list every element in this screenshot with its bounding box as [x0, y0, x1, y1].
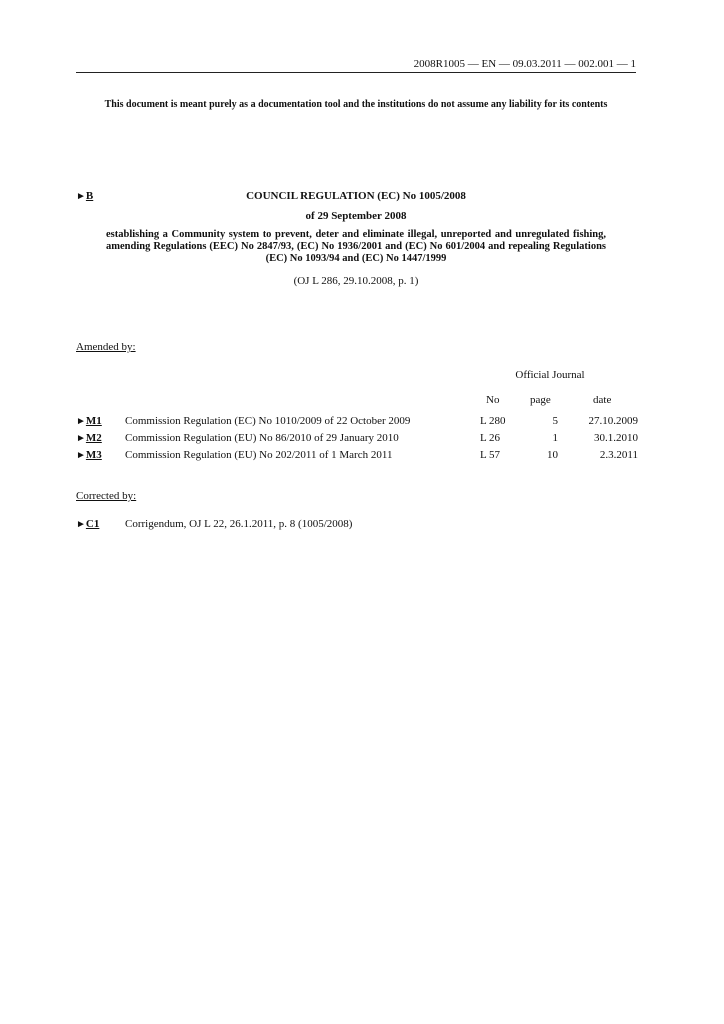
amendment-description: Commission Regulation (EU) No 202/2011 of 1 March 2011: [125, 449, 393, 461]
triangle-right-icon: ►: [76, 450, 86, 461]
triangle-right-icon: ►: [76, 519, 86, 530]
disclaimer-text: This document is meant purely as a documentation tool and the institutions do not assume any liability for its contents: [104, 99, 608, 110]
amendment-code: M2: [85, 432, 102, 444]
regulation-subtitle: establishing a Community system to prevent, deter and eliminate illegal, unreported and unregulated fishing, amending Regulations (EEC) No 2847/93, (EC) No 1936/2001 and (EC) No 601/2004 and repealing Regulations (EC) No 1093/94 and (EC) No 1447/1999: [106, 229, 606, 264]
amendment-code: M1: [85, 415, 102, 427]
amendment-description: Commission Regulation (EC) No 1010/2009 of 22 October 2009: [125, 415, 411, 427]
amendment-row-m1: [76, 415, 638, 431]
header-divider: [76, 72, 636, 73]
column-header-no: No: [486, 394, 500, 406]
column-header-page: page: [530, 394, 551, 406]
amendment-oj-number: L 57: [480, 449, 501, 461]
amendment-oj-number: L 280: [480, 415, 506, 427]
corrigendum-marker-c1[interactable]: [76, 518, 99, 530]
amendment-description: Commission Regulation (EU) No 86/2010 of 29 January 2010: [125, 432, 399, 444]
official-journal-reference: (OJ L 286, 29.10.2008, p. 1): [293, 275, 419, 287]
amendment-row-m2: [76, 432, 638, 448]
triangle-right-icon: ►: [76, 433, 86, 444]
amendment-oj-number: L 26: [480, 432, 501, 444]
corrected-by-heading: Corrected by:: [76, 490, 137, 502]
base-act-code: B: [85, 190, 94, 202]
amendment-marker-m3[interactable]: [76, 449, 102, 461]
amendment-oj-page: 10: [547, 449, 558, 461]
amendment-code: M3: [85, 449, 102, 461]
amendment-oj-page: 1: [552, 432, 558, 444]
amendment-oj-page: 5: [552, 415, 558, 427]
amendment-oj-date: 2.3.2011: [599, 449, 638, 461]
amendment-oj-date: 27.10.2009: [588, 415, 638, 427]
official-journal-header: Official Journal: [515, 369, 585, 381]
corrigendum-description: Corrigendum, OJ L 22, 26.1.2011, p. 8 (1005/2008): [125, 518, 353, 530]
corrigendum-code: C1: [85, 518, 100, 530]
amendment-marker-m2[interactable]: [76, 432, 102, 444]
amendment-oj-date: 30.1.2010: [594, 432, 638, 444]
document-reference: 2008R1005 — EN — 09.03.2011 — 002.001 — 1: [413, 58, 636, 70]
amendment-marker-m1[interactable]: [76, 415, 102, 427]
regulation-title: COUNCIL REGULATION (EC) No 1005/2008: [246, 190, 466, 202]
amendment-row-m3: [76, 449, 638, 465]
amended-by-heading: Amended by:: [76, 341, 136, 353]
triangle-right-icon: ►: [76, 416, 86, 427]
triangle-right-icon: ►: [76, 191, 86, 202]
regulation-date: of 29 September 2008: [305, 210, 407, 222]
column-header-date: date: [593, 394, 612, 406]
